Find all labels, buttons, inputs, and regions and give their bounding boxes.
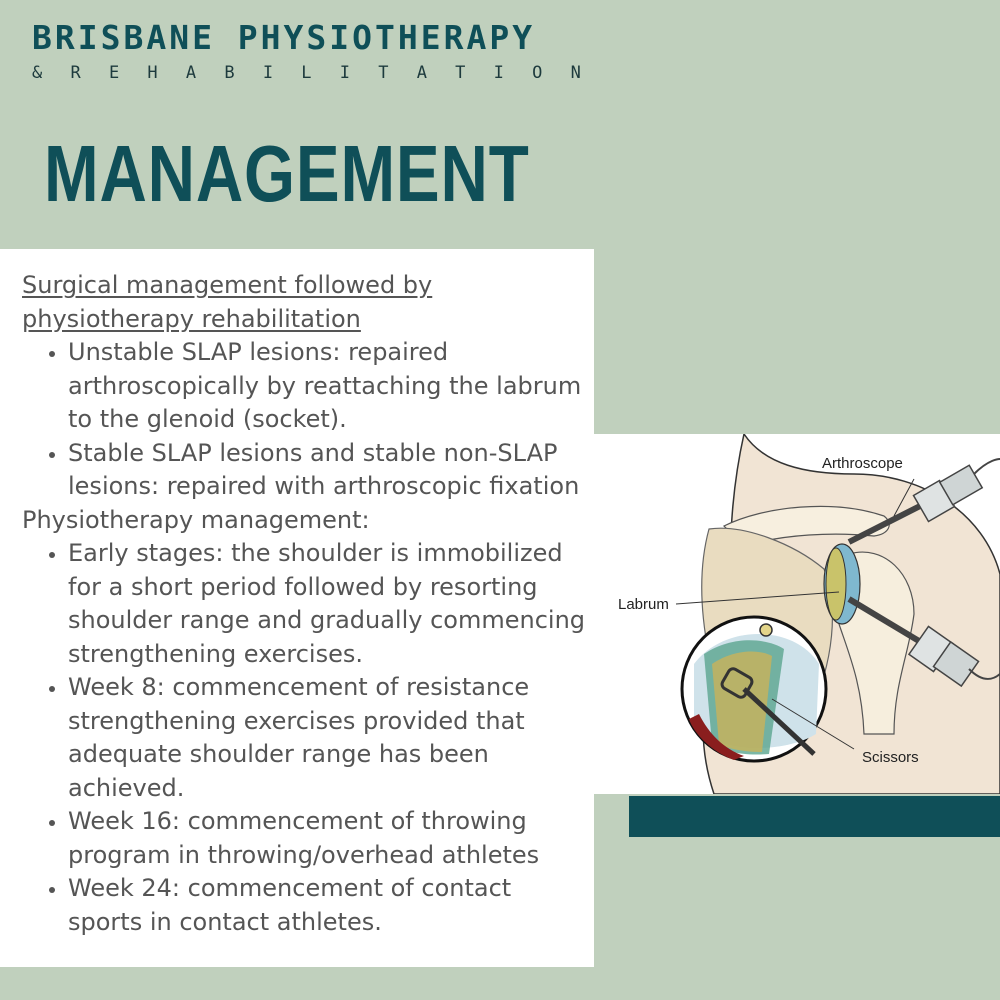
list-item: • Unstable SLAP lesions: repaired arthroscopically by reattaching the labrum to the glenoid (socket). [68,336,590,437]
list-item: • Early stages: the shoulder is immobilized for a short period followed by resorting shoulder range and gradually commencing strengthening exercises. [68,537,590,671]
brand-name: BRISBANE PHYSIOTHERAPY [32,18,536,57]
page-title: MANAGEMENT [44,129,530,218]
scissors-label: Scissors [862,749,919,766]
surgical-heading: Surgical management followed by physiotherapy rehabilitation [22,271,433,333]
physio-list [22,537,590,939]
shoulder-arthroscopy-illustration [594,434,1000,794]
arthroscope-label: Arthroscope [822,455,903,472]
list-item: • Week 8: commencement of resistance strengthening exercises provided that adequate shoulder range has been achieved. [68,671,590,805]
labrum-label: Labrum [618,596,669,613]
list-item: • Week 24: commencement of contact sports in contact athletes. [68,872,590,939]
list-item: • Stable SLAP lesions and stable non-SLAP lesions: repaired with arthroscopic fixation [68,437,590,504]
physio-heading: Physiotherapy management: [22,505,370,534]
magnified-inset [682,617,826,761]
brand-subtitle: & R E H A B I L I T A T I O N [32,63,590,83]
surgical-list [22,336,590,504]
content-card [0,249,594,967]
accent-bar [629,796,1000,837]
shoulder-illustration-svg [594,434,1000,794]
content-text [22,269,590,939]
brand-logo [32,18,590,83]
list-item: • Week 16: commencement of throwing program in throwing/overhead athletes [68,805,590,872]
